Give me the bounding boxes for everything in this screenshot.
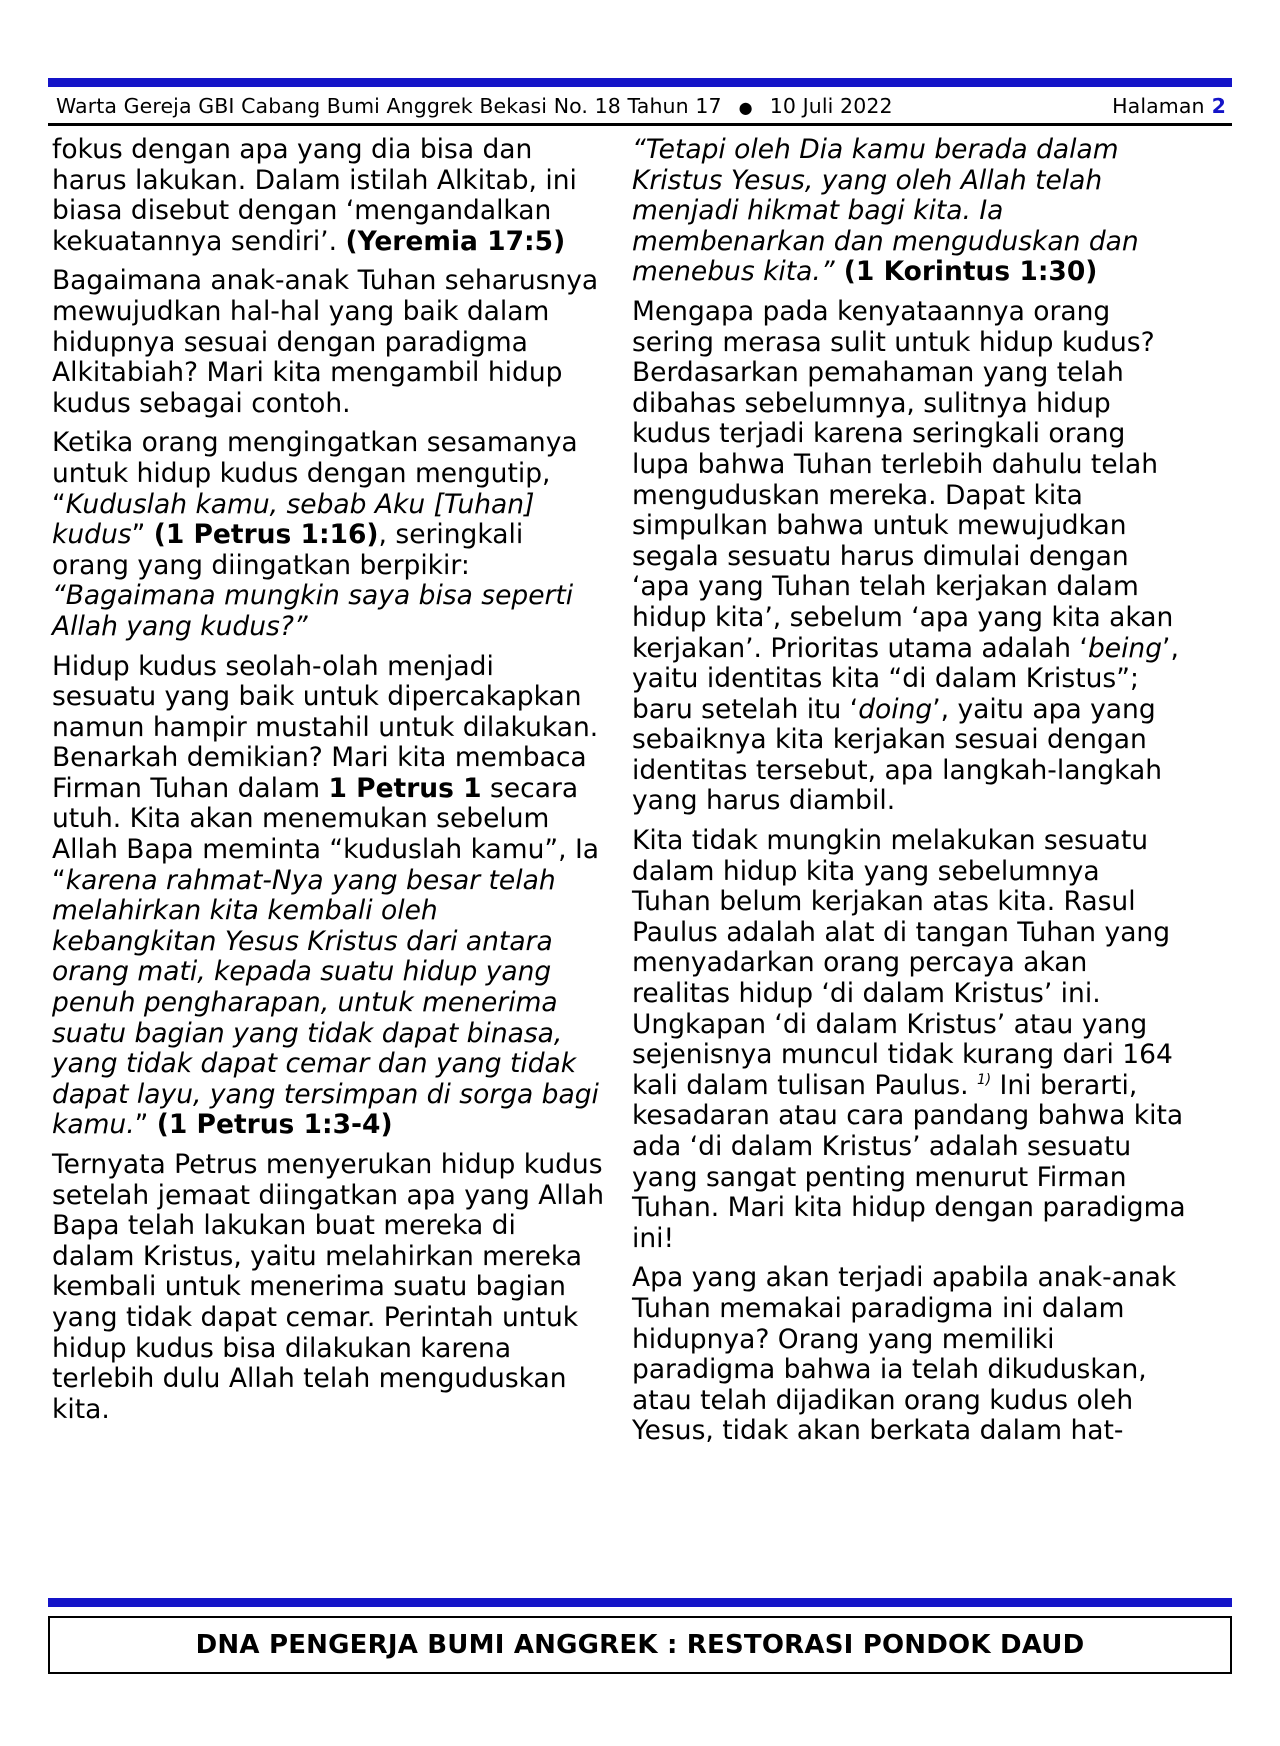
paragraph-text: Kita tidak mungkin melakukan sesuatu dalam hidup kita yang sebelumnya Tuhan belum kerjakan atas kita. Rasul Paulus adalah alat di tangan Tuhan yang menyadarkan orang percaya akan realitas hidup ‘di dalam Kristus’ ini. Ungkapan ‘di dalam Kristus’ atau yang sejenisnya muncul tidak kurang dari 164 kali dalam tulisan Paulus. — [632, 825, 1173, 1101]
header-divider-rule — [48, 123, 1232, 126]
scripture-reference: (1 Korintus 1:30) — [834, 256, 1098, 288]
scripture-quote: karena rahmat-Nya yang besar telah melahirkan kita kembali oleh kebangkitan Yesus Kristus dari antara orang mati, kepada suatu hidup yang penuh pengharapan, untuk menerima suatu bagian yang tidak dapat binasa, yang tidak dapat cemar dan yang tidak dapat layu, yang tersimpan di sorga bagi kamu. — [52, 864, 599, 1141]
emphasis-term-being: being — [1087, 632, 1163, 664]
paragraph-right-2 — [632, 297, 1186, 817]
paragraph-text: Hidup kudus seolah-olah menjadi sesuatu yang baik untuk dipercakapkan namun hampir mustahil untuk dilakukan. Benarkah demikian? Mari kita membaca Firman Tuhan dalam — [52, 650, 599, 804]
header-right-group — [1112, 94, 1226, 118]
paragraph-text: ” — [134, 1109, 157, 1141]
right-column — [632, 135, 1186, 1447]
paragraph-text: ’, yaitu identitas kita “di dalam Kristus”; baru setelah itu ‘ — [632, 632, 1179, 725]
paragraph-text: fokus dengan apa yang dia bisa dan harus lakukan. Dalam istilah Alkitab, ini biasa disebut dengan ‘mengandalkan kekuatannya sendiri’. — [52, 134, 577, 257]
scripture-quote: “Tetapi oleh Dia kamu berada dalam Kristus Yesus, yang oleh Allah telah menjadi hikmat bagi kita. Ia membenarkan dan menguduskan dan menebus kita.” — [632, 134, 1139, 288]
paragraph-text: , seringkali orang yang diingatkan berpikir: — [52, 519, 524, 581]
paragraph-right-1 — [632, 135, 1186, 288]
paragraph-text: Mengapa pada kenyataannya orang sering merasa sulit untuk hidup kudus? Berdasarkan pemahaman yang telah dibahas sebelumnya, sulitnya hidup kudus terjadi karena seringkali orang lupa bahwa Tuhan terlebih dahulu telah menguduskan mereka. Dapat kita simpulkan bahwa untuk mewujudkan segala sesuatu harus dimulai dengan ‘apa yang Tuhan telah kerjakan dalam hidup kita’, sebelum ‘apa yang kita akan kerjakan’. Prioritas utama adalah ‘ — [632, 295, 1174, 664]
footer-banner — [48, 1616, 1232, 1674]
paragraph-left-2: Bagaimana anak-anak Tuhan seharusnya mewujudkan hal-hal yang baik dalam hidupnya sesuai dengan paradigma Alkitabiah? Mari kita mengambil hidup kudus sebagai contoh. — [52, 265, 599, 419]
publication-date: 10 Juli 2022 — [769, 94, 893, 118]
scripture-quote: Kuduslah kamu, sebab Aku [Tuhan] kudus — [52, 488, 535, 551]
paragraph-text: Ketika orang mengingatkan sesamanya untuk hidup kudus dengan mengutip, “ — [52, 427, 578, 520]
scripture-reference: (1 Petrus 1:16) — [153, 519, 379, 551]
paragraph-right-3 — [632, 826, 1186, 1254]
scripture-reference: (1 Petrus 1:3-4) — [156, 1109, 393, 1141]
paragraph-text: ” — [131, 519, 154, 551]
paragraph-right-4: Apa yang akan terjadi apabila anak-anak Tuhan memakai paradigma ini dalam hidupnya? Orang yang memiliki paradigma bahwa ia telah dikuduskan, atau telah dijadikan orang kudus oleh Yesus, tidak akan berkata dalam hat- — [632, 1262, 1177, 1447]
footnote-marker: 1) — [976, 1071, 992, 1088]
bottom-divider-rule — [48, 1598, 1232, 1607]
paragraph-text: secara utuh. Kita akan menemukan sebelum Allah Bapa meminta “kuduslah kamu”, Ia “ — [52, 772, 600, 896]
emphasis-term-doing: doing — [858, 693, 933, 725]
paragraph-left-5: Ternyata Petrus menyerukan hidup kudus setelah jemaat diingatkan apa yang Allah Bapa telah lakukan buat mereka di dalam Kristus, yaitu melahirkan mereka kembali untuk menerima suatu bagian yang tidak dapat cemar. Perintah untuk hidup kudus bisa dilakukan karena terlebih dulu Allah telah menguduskan kita. — [52, 1149, 605, 1425]
publication-title: Warta Gereja GBI Cabang Bumi Anggrek Bekasi No. 18 Tahun 17 — [56, 94, 722, 118]
footer-text: DNA PENGERJA BUMI ANGGREK : RESTORASI PONDOK DAUD — [195, 1630, 1085, 1660]
inner-quote: “Bagaimana mungkin saya bisa seperti Allah yang kudus?” — [52, 580, 574, 642]
paragraph-text: ’, yaitu apa yang sebaiknya kita kerjakan sesuai dengan identitas tersebut, apa langkah-langkah yang harus diambil. — [632, 693, 1162, 817]
scripture-reference: (Yeremia 17:5) — [345, 225, 566, 257]
page-header — [48, 87, 1232, 118]
paragraph-text: Ini berarti, kesadaran atau cara pandang bahwa kita ada ‘di dalam Kristus’ adalah sesuatu yang sangat penting menurut Firman Tuhan. Mari kita hidup dengan paradigma ini! — [632, 1069, 1186, 1254]
newsletter-page — [0, 78, 1280, 1746]
bullet-separator-icon: ● — [738, 98, 753, 117]
page-footer — [48, 1598, 1232, 1674]
left-column — [52, 135, 606, 1447]
scripture-reference: 1 Petrus 1 — [328, 772, 482, 804]
paragraph-left-3 — [52, 428, 606, 642]
paragraph-left-4 — [52, 652, 606, 1142]
paragraph-left-1 — [52, 135, 606, 257]
article-body — [48, 135, 1232, 1447]
page-label: Halaman — [1112, 94, 1205, 118]
page-number: 2 — [1211, 94, 1226, 118]
top-divider-rule — [48, 78, 1232, 87]
header-left-group — [56, 94, 893, 118]
